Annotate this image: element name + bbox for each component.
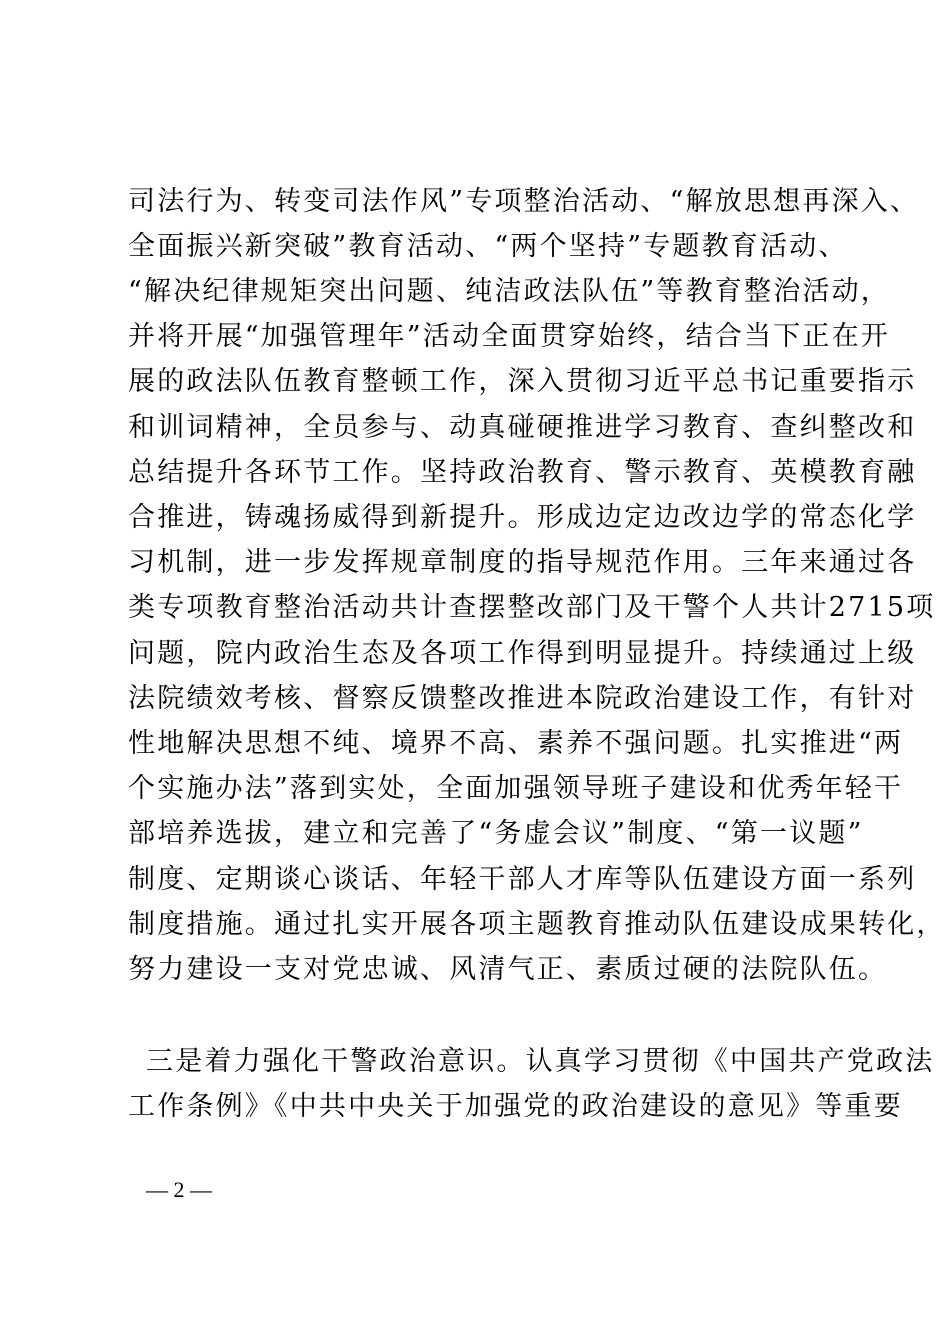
- paragraph-1-line-10: 类专项教育整治活动共计查摆整改部门及干警个人共计2715项: [128, 592, 936, 623]
- paragraph-1-line-1: 司法行为、转变司法作风”专项整治活动、“解放思想再深入、: [128, 186, 920, 217]
- paragraph-1-line-14: 个实施办法”落到实处，全面加强领导班子建设和优秀年轻干: [128, 773, 904, 804]
- paragraph-1-line-8: 合推进，铸魂扬威得到新提升。形成边定边改边学的常态化学: [128, 502, 917, 533]
- paragraph-1-line-4: 并将开展“加强管理年”活动全面贯穿始终，结合当下正在开: [128, 321, 891, 352]
- paragraph-1-line-7: 总结提升各环节工作。坚持政治教育、警示教育、英模教育融: [128, 457, 917, 488]
- paragraph-1-line-5: 展的政法队伍教育整顿工作，深入贯彻习近平总书记重要指示: [128, 366, 917, 397]
- paragraph-1-line-9: 习机制，进一步发挥规章制度的指导规范作用。三年来通过各: [128, 547, 917, 578]
- paragraph-1-line-3: “解决纪律规矩突出问题、纯洁政法队伍”等教育整治活动，: [128, 276, 891, 307]
- paragraph-1-line-17: 制度措施。通过扎实开展各项主题教育推动队伍建设成果转化，: [128, 909, 946, 940]
- page-number: — 2 —: [146, 1177, 212, 1202]
- paragraph-1-line-13: 性地解决思想不纯、境界不高、素养不强问题。扎实推进“两: [128, 728, 904, 759]
- paragraph-1-line-12: 法院绩效考核、督察反馈整改推进本院政治建设工作，有针对: [128, 683, 917, 714]
- paragraph-1-line-15: 部培养选拔，建立和完善了“务虚会议”制度、“第一议题”: [128, 818, 864, 849]
- paragraph-1-line-11: 问题，院内政治生态及各项工作得到明显提升。持续通过上级: [128, 638, 917, 669]
- paragraph-1-line-18: 努力建设一支对党忠诚、风清气正、素质过硬的法院队伍。: [128, 954, 888, 985]
- paragraph-1-line-2: 全面振兴新突破”教育活动、“两个坚持”专题教育活动、: [128, 231, 848, 262]
- paragraph-2-line-1: 三是着力强化干警政治意识。认真学习贯彻《中国共产党政法: [146, 1046, 935, 1077]
- paragraph-2-line-2: 工作条例》《中共中央关于加强党的政治建设的意见》等重要: [128, 1091, 903, 1122]
- paragraph-1-line-6: 和训词精神，全员参与、动真碰硬推进学习教育、查纠整改和: [128, 412, 917, 443]
- paragraph-1-line-16: 制度、定期谈心谈话、年轻干部人才库等队伍建设方面一系列: [128, 864, 917, 895]
